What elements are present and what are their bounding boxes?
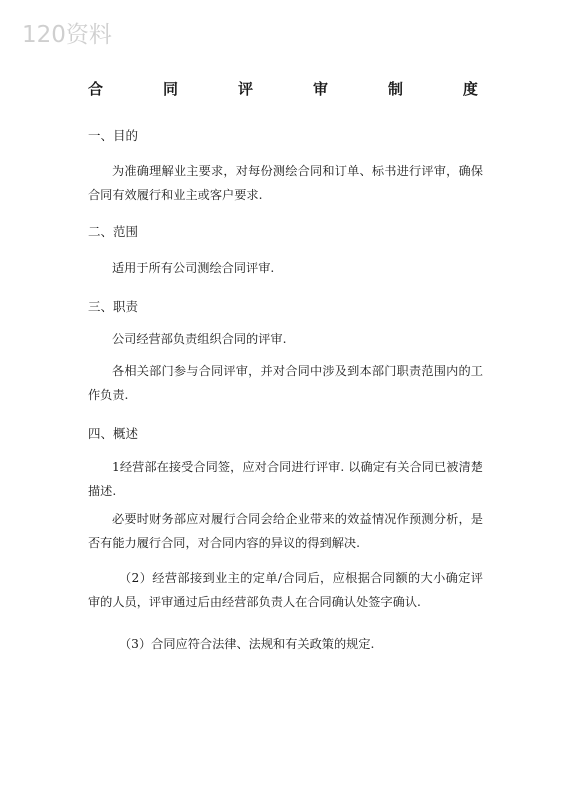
paragraph: 1经营部在接受合同签，应对合同进行评审. 以确定有关合同已被清楚描述. [88,460,483,498]
paragraph: 适用于所有公司测绘合同评审. [112,261,275,275]
paragraph: 为准确理解业主要求，对每份测绘合同和订单、标书进行评审，确保合同有效履行和业主或客户要求. [88,164,483,202]
watermark: 120资料 [22,22,112,48]
section-heading-overview: 四、概述 [88,426,139,441]
paragraph: （3）合同应符合法律、法规和有关政策的规定. [119,637,375,651]
title-char: 合 [88,80,104,98]
paragraph: 必要时财务部应对履行合同会给企业带来的效益情况作预测分析，是否有能力履行合同，对合同内容的异议的得到解决. [88,512,483,550]
document-title [88,78,478,99]
paragraph: 公司经营部负责组织合同的评审. [112,332,287,346]
title-char: 度 [462,80,478,98]
title-char: 审 [312,80,328,98]
paragraph: 各相关部门参与合同评审，并对合同中涉及到本部门职责范围内的工作负责. [88,364,483,402]
section-heading-scope: 二、范围 [88,224,139,239]
title-char: 评 [237,80,253,98]
title-char: 同 [162,80,178,98]
title-char: 制 [387,80,403,98]
section-heading-purpose: 一、目的 [88,128,139,143]
paragraph: （2）经营部接到业主的定单/合同后，应根据合同额的大小确定评审的人员，评审通过后由经营部负责人在合同确认处签字确认. [88,571,483,609]
section-heading-responsibility: 三、职责 [88,299,139,314]
